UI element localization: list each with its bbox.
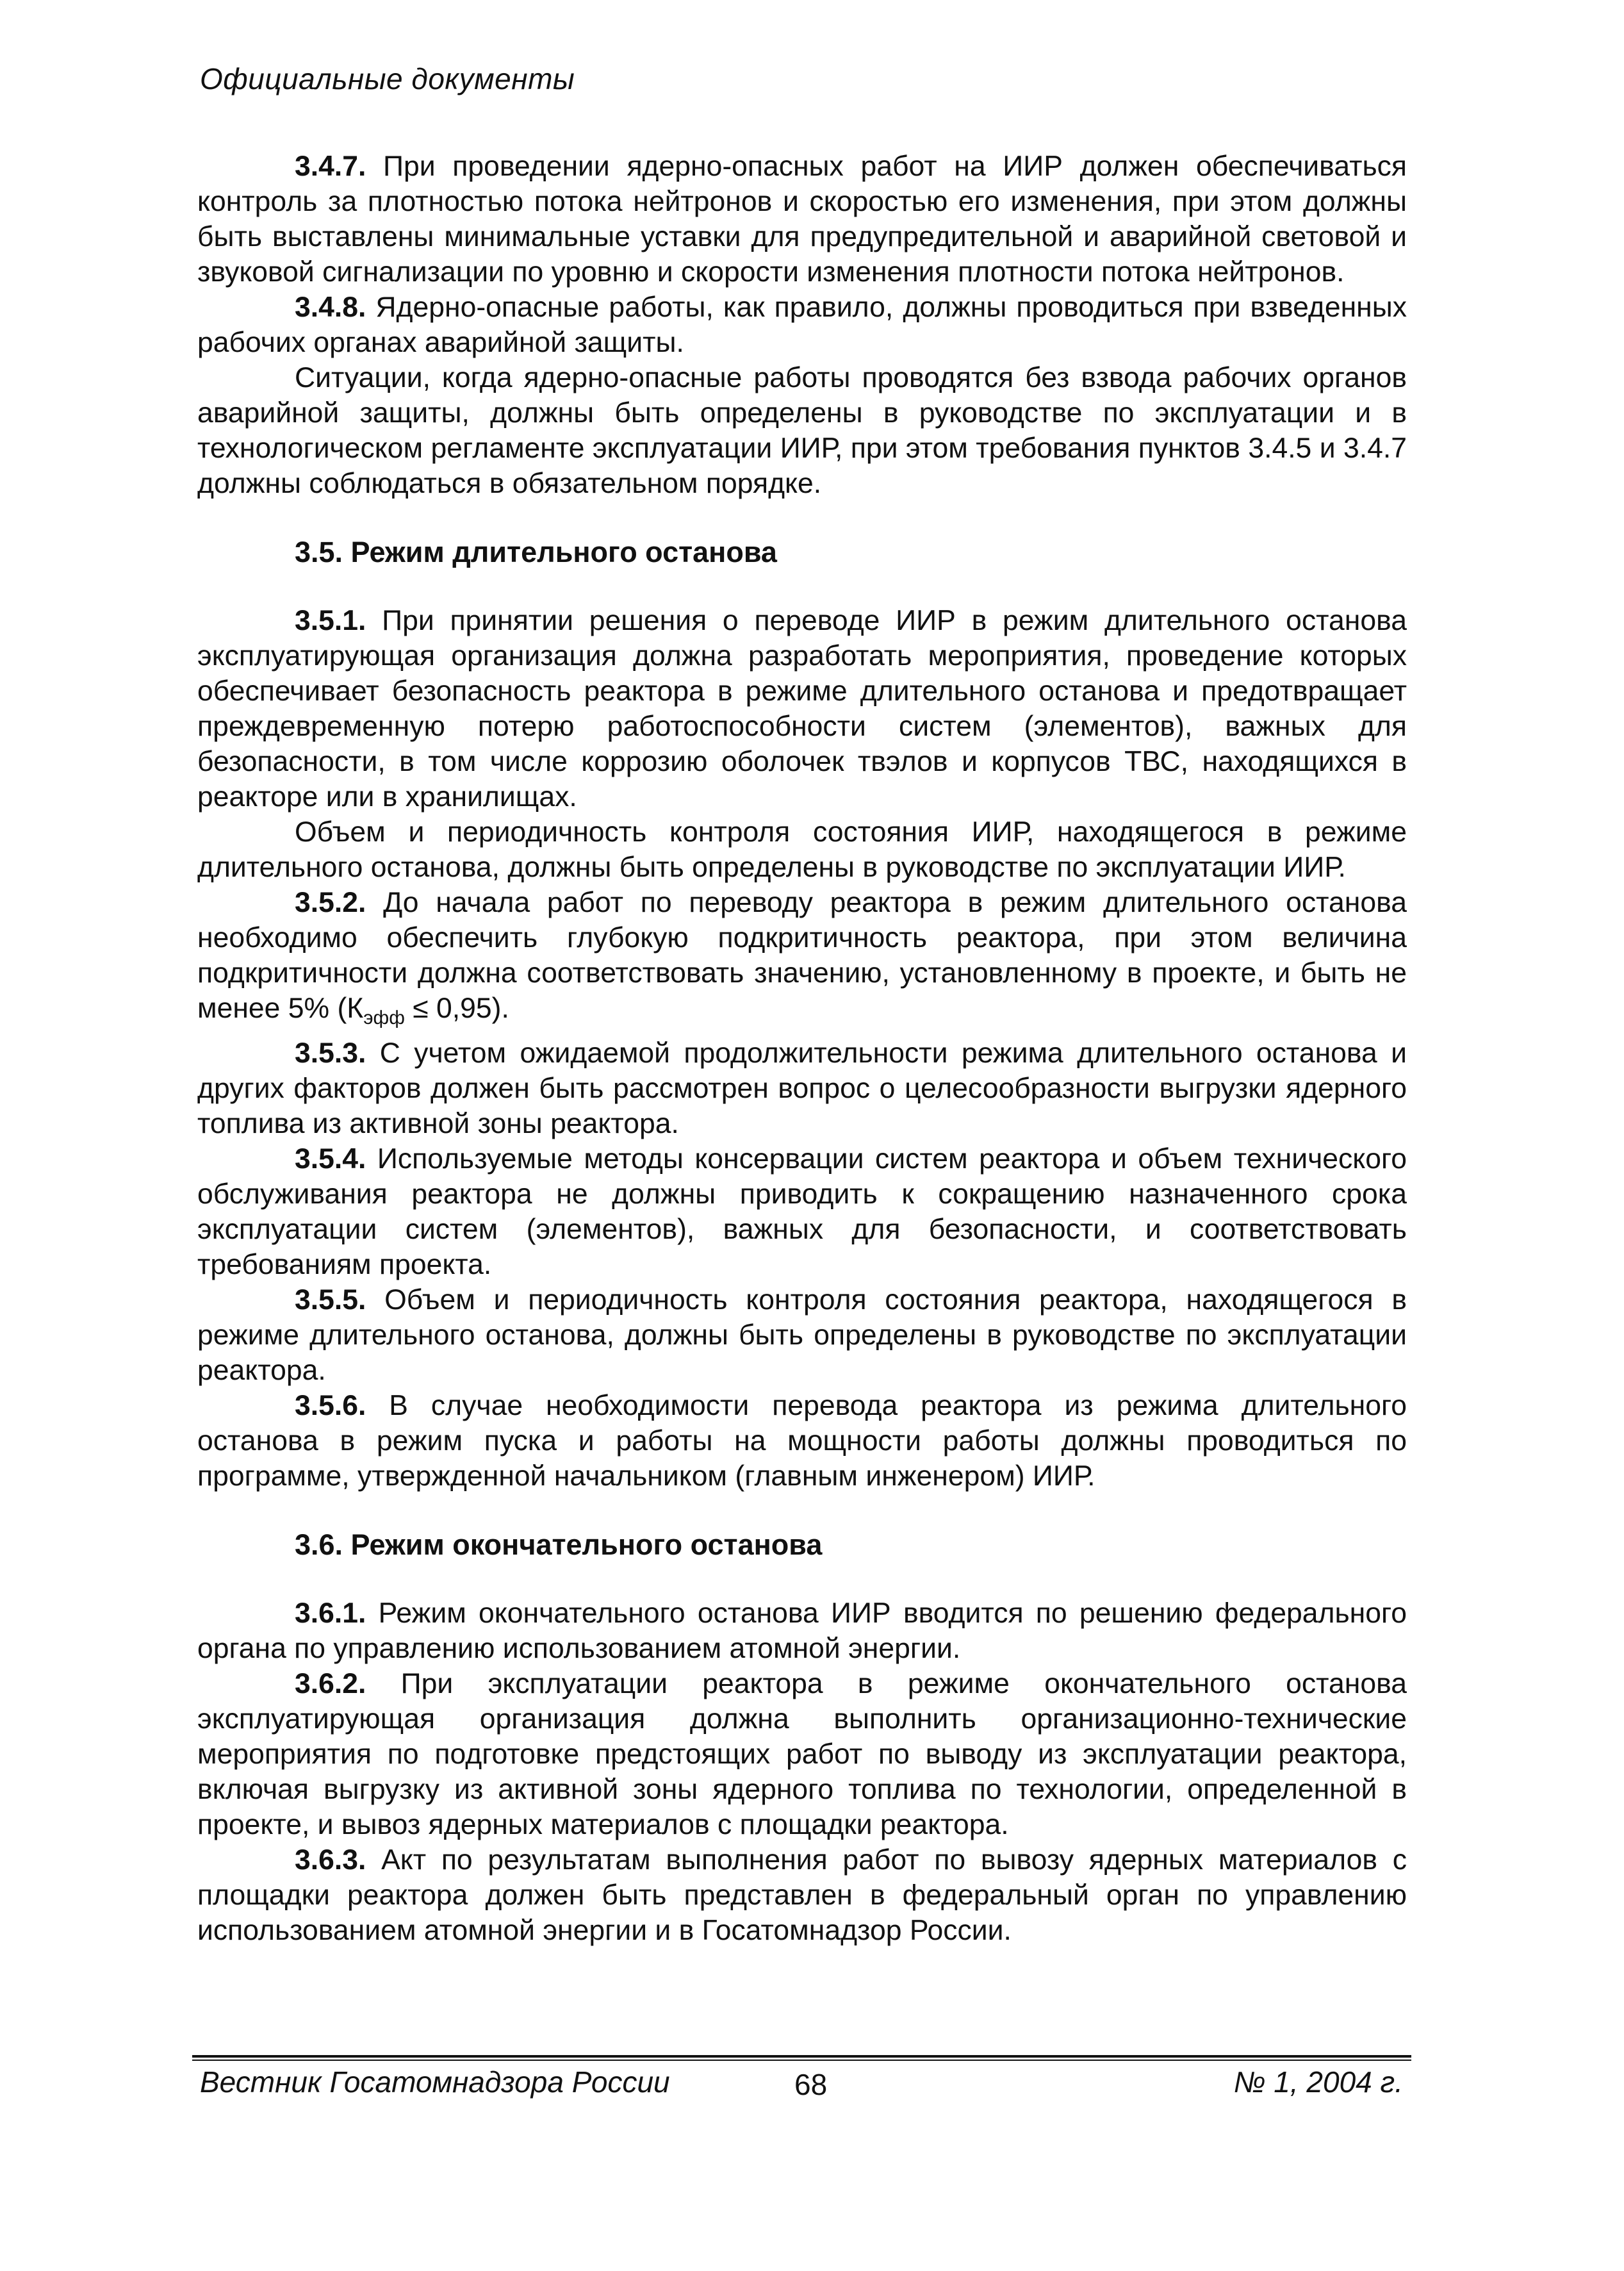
- journal-title: Вестник Госатомнадзора России: [200, 2065, 670, 2099]
- page-footer: [200, 2065, 1403, 2103]
- paragraph-3-5-1-scope: [197, 814, 1407, 885]
- clause-number: 3.6.1.: [295, 1597, 366, 1629]
- clause-text-tail: ≤ 0,95).: [404, 993, 509, 1024]
- subscript-eff: эфф: [363, 1007, 405, 1028]
- clause-number: 3.5.5.: [295, 1284, 366, 1316]
- document-body: [197, 149, 1407, 1948]
- clause-text: При принятии решения о переводе ИИР в режим длительного останова эксплуатирующая организация должна разработать мероприятия, проведение которых обеспечивает безопасность реактора в режиме длительного останова и предотвращает преждевременную потерю работоспособности систем (элементов), важных для безопасности, в том числе коррозию оболочек твэлов и корпусов ТВС, находящихся в реакторе или в хранилищах.: [197, 605, 1407, 813]
- clause-text: Используемые методы консервации систем реактора и объем технического обслуживания реактора не должны приводить к сокращению назначенного срока эксплуатации систем (элементов), важных для безопасности, и соответствовать требованиям проекта.: [197, 1143, 1407, 1280]
- section-heading-3-6: 3.6. Режим окончательного останова: [295, 1528, 823, 1561]
- paragraph-3-6-1: [197, 1596, 1407, 1666]
- paragraph-3-6-3: [197, 1842, 1407, 1948]
- paragraph-3-5-3: [197, 1036, 1407, 1141]
- clause-number: 3.4.8.: [295, 292, 366, 323]
- paragraph-3-4-8-situations: [197, 360, 1407, 501]
- paragraph-3-5-1: [197, 603, 1407, 814]
- paragraph-3-5-2: [197, 885, 1407, 1036]
- paragraph-3-6-2: [197, 1666, 1407, 1842]
- page-header: Официальные документы: [200, 62, 575, 95]
- clause-number: 3.5.3.: [295, 1037, 366, 1069]
- issue-info: № 1, 2004 г.: [1233, 2065, 1403, 2099]
- clause-number: 3.6.2.: [295, 1667, 366, 1699]
- clause-text: Ядерно-опасные работы, как правило, должны проводиться при взведенных рабочих органах аварийной защиты.: [197, 292, 1407, 358]
- clause-text: При эксплуатации реактора в режиме окончательного останова эксплуатирующая организация должна выполнить организационно-технические мероприятия по подготовке предстоящих работ по выводу из эксплуатации реактора, включая выгрузку из активной зоны ядерного топлива по технологии, определенной в проекте, и вывоз ядерных материалов с площадки реактора.: [197, 1667, 1407, 1840]
- clause-number: 3.5.1.: [295, 605, 366, 636]
- clause-text: Объем и периодичность контроля состояния реактора, находящегося в режиме длительного останова, должны быть определены в руководстве по эксплуатации реактора.: [197, 1284, 1407, 1386]
- clause-text: До начала работ по переводу реактора в режим длительного останова необходимо обеспечить глубокую подкритичность реактора, при этом величина подкритичности должна соответствовать значению, установленному в проекте, и быть не менее 5% (К: [197, 887, 1407, 1024]
- clause-text: С учетом ожидаемой продолжительности режима длительного останова и других факторов должен быть рассмотрен вопрос о целесообразности выгрузки ядерного топлива из активной зоны реактора.: [197, 1037, 1407, 1139]
- clause-text: Ситуации, когда ядерно-опасные работы проводятся без взвода рабочих органов аварийной защиты, должны быть определены в руководстве по эксплуатации и в технологическом регламенте эксплуатации ИИР, при этом требования пунктов 3.4.5 и 3.4.7 должны соблюдаться в обязательном порядке.: [197, 362, 1407, 499]
- paragraph-3-5-4: [197, 1141, 1407, 1282]
- clause-number: 3.5.4.: [295, 1143, 366, 1175]
- clause-number: 3.4.7.: [295, 151, 366, 182]
- paragraph-3-4-7: [197, 149, 1407, 290]
- clause-number: 3.6.3.: [295, 1844, 366, 1876]
- clause-text: Акт по результатам выполнения работ по вывозу ядерных материалов с площадки реактора должен быть представлен в федеральный орган по управлению использованием атомной энергии и в Госатомнадзор России.: [197, 1844, 1407, 1946]
- section-heading-3-5: 3.5. Режим длительного останова: [295, 536, 777, 568]
- clause-text: В случае необходимости перевода реактора из режима длительного останова в режим пуска и работы на мощности работы должны проводиться по программе, утвержденной начальником (главным инженером) ИИР.: [197, 1389, 1407, 1492]
- clause-text: Режим окончательного останова ИИР вводится по решению федерального органа по управлению использованием атомной энергии.: [197, 1597, 1407, 1664]
- clause-number: 3.5.6.: [295, 1389, 366, 1421]
- clause-number: 3.5.2.: [295, 887, 366, 918]
- paragraph-3-5-5: [197, 1282, 1407, 1388]
- page-number: 68: [794, 2068, 828, 2101]
- footer-divider: [192, 2055, 1411, 2058]
- clause-text: При проведении ядерно-опасных работ на ИИР должен обеспечиваться контроль за плотностью потока нейтронов и скоростью его изменения, при этом должны быть выставлены минимальные уставки для предупредительной и аварийной световой и звуковой сигнализации по уровню и скорости изменения плотности потока нейтронов.: [197, 151, 1407, 288]
- clause-text: Объем и периодичность контроля состояния ИИР, находящегося в режиме длительного останова, должны быть определены в руководстве по эксплуатации ИИР.: [197, 816, 1407, 883]
- paragraph-3-5-6: [197, 1388, 1407, 1494]
- paragraph-3-4-8: [197, 290, 1407, 360]
- footer-divider-thin: [192, 2060, 1411, 2061]
